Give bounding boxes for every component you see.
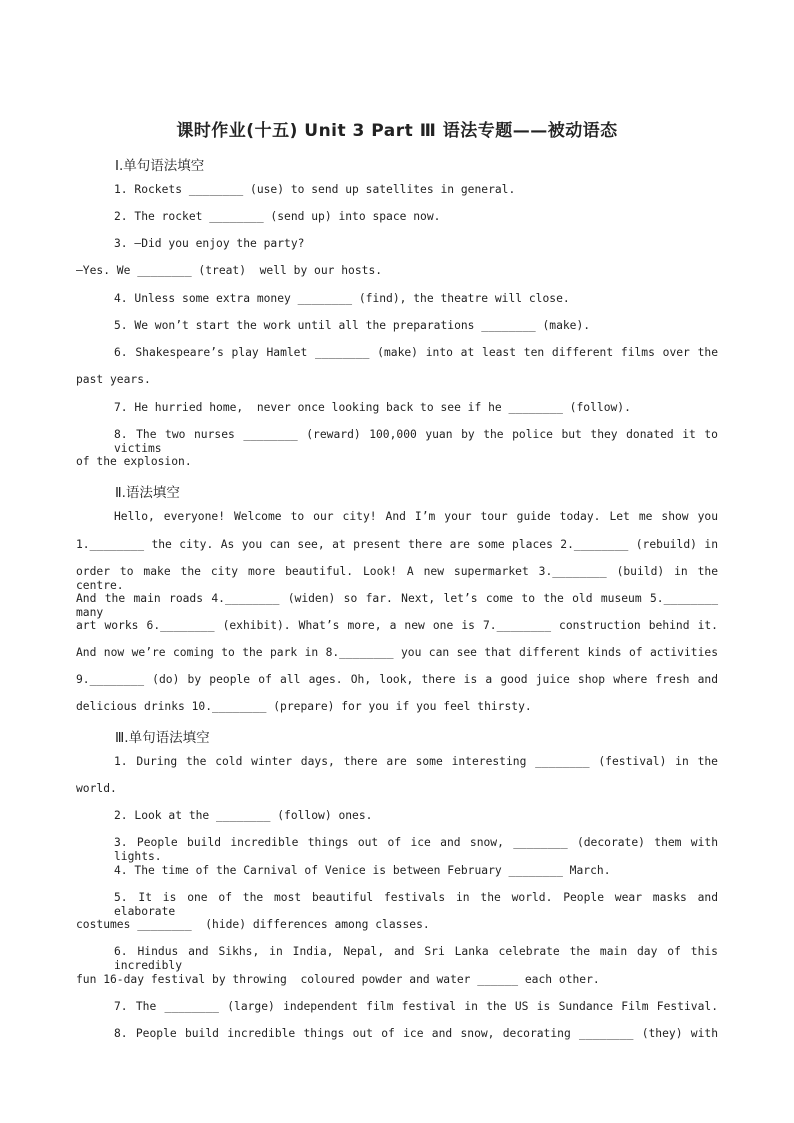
- s1-line-5: 4. Unless some extra money ________ (find), the theatre will close.: [114, 292, 570, 305]
- s3-line-5: 4. The time of the Carnival of Venice is between February ________ March.: [114, 864, 611, 877]
- s2-line-6: And now we’re coming to the park in 8.________ you can see that different kinds of activities: [76, 646, 718, 659]
- s3-line-2: world.: [76, 782, 117, 795]
- s1-line-10: 8. The two nurses ________ (reward) 100,000 yuan by the police but they donated it to victims: [114, 428, 718, 455]
- s3-line-8: 6. Hindus and Sikhs, in India, Nepal, and Sri Lanka celebrate the main day of this incredibly: [114, 945, 718, 972]
- section-3-heading: Ⅲ.单句语法填空: [115, 730, 210, 746]
- s3-line-11: 8. People build incredible things out of ice and snow, decorating ________ (they) with: [114, 1027, 718, 1040]
- s2-line-2: 1.________ the city. As you can see, at present there are some places 2.________ (rebuild) in: [76, 538, 718, 551]
- s2-line-3: order to make the city more beautiful. Look! A new supermarket 3.________ (build) in the centre.: [76, 565, 718, 592]
- s2-line-5: art works 6.________ (exhibit). What’s more, a new one is 7.________ construction behind it.: [76, 619, 718, 632]
- s3-line-3: 2. Look at the ________ (follow) ones.: [114, 809, 373, 822]
- s1-line-6: 5. We won’t start the work until all the preparations ________ (make).: [114, 319, 591, 332]
- s1-line-11: of the explosion.: [76, 455, 192, 468]
- s2-line-8: delicious drinks 10.________ (prepare) for you if you feel thirsty.: [76, 700, 532, 713]
- section-1-heading: Ⅰ.单句语法填空: [115, 158, 205, 174]
- s3-line-7: costumes ________ (hide) differences among classes.: [76, 918, 430, 931]
- s3-line-9: fun 16-day festival by throwing coloured powder and water ______ each other.: [76, 973, 600, 986]
- s2-line-1: Hello, everyone! Welcome to our city! And I’m your tour guide today. Let me show you: [114, 510, 718, 523]
- page-title: 课时作业(十五) Unit 3 Part Ⅲ 语法专题——被动语态: [176, 121, 618, 141]
- s1-line-1: 1. Rockets ________ (use) to send up satellites in general.: [114, 183, 516, 196]
- s3-line-4: 3. People build incredible things out of ice and snow, ________ (decorate) them with lights.: [114, 836, 718, 863]
- s1-line-9: 7. He hurried home, never once looking back to see if he ________ (follow).: [114, 401, 631, 414]
- s3-line-1: 1. During the cold winter days, there are some interesting ________ (festival) in the: [114, 755, 718, 768]
- s3-line-6: 5. It is one of the most beautiful festivals in the world. People wear masks and elaborate: [114, 891, 718, 918]
- section-2-heading: Ⅱ.语法填空: [115, 485, 180, 501]
- s1-line-3: 3. —Did you enjoy the party?: [114, 237, 305, 250]
- s2-line-4: And the main roads 4.________ (widen) so far. Next, let’s come to the old museum 5.________ many: [76, 592, 718, 619]
- s1-line-8: past years.: [76, 373, 151, 386]
- s2-line-7: 9.________ (do) by people of all ages. Oh, look, there is a good juice shop where fresh and: [76, 673, 718, 686]
- s1-line-4: —Yes. We ________ (treat) well by our hosts.: [76, 264, 383, 277]
- s1-line-2: 2. The rocket ________ (send up) into space now.: [114, 210, 441, 223]
- s3-line-10: 7. The ________ (large) independent film festival in the US is Sundance Film Festival.: [114, 1000, 718, 1013]
- s1-line-7: 6. Shakespeare’s play Hamlet ________ (make) into at least ten different films over the: [114, 346, 718, 359]
